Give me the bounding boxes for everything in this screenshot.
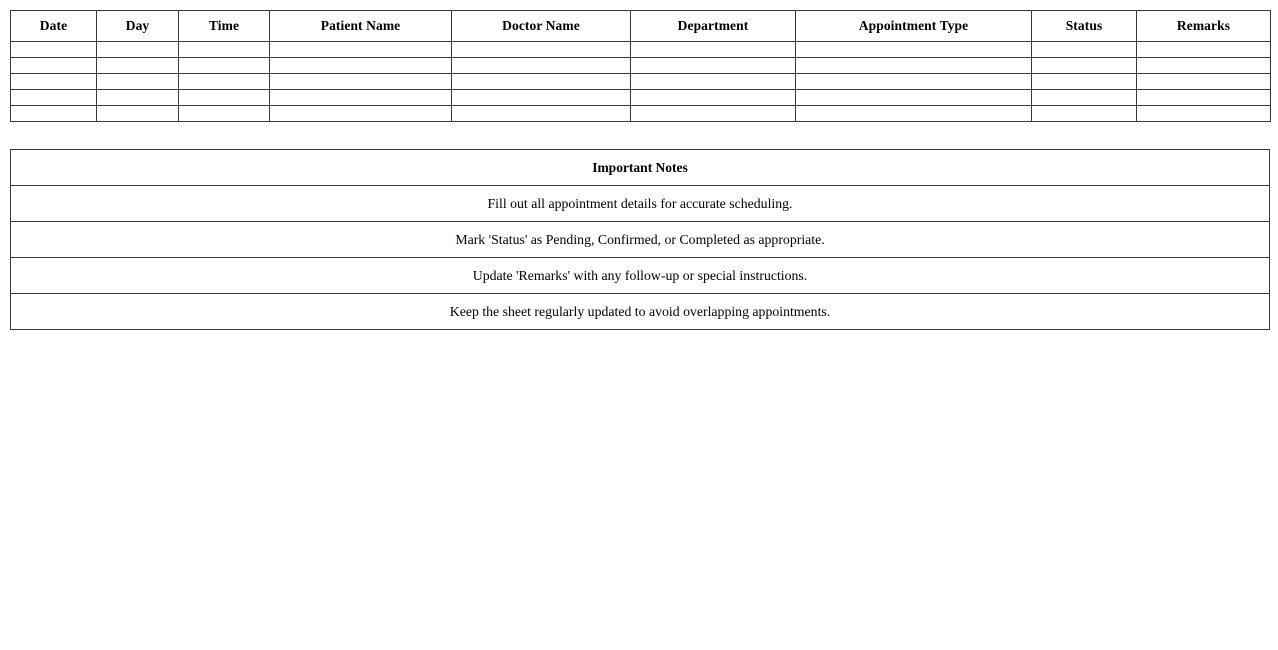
- table-cell[interactable]: [796, 74, 1032, 90]
- table-cell[interactable]: [452, 90, 631, 106]
- column-header-status: Status: [1032, 11, 1137, 42]
- table-cell[interactable]: [97, 106, 179, 122]
- table-cell[interactable]: [796, 58, 1032, 74]
- column-header-remarks: Remarks: [1137, 11, 1271, 42]
- table-cell[interactable]: [97, 58, 179, 74]
- table-cell[interactable]: [631, 58, 796, 74]
- table-cell[interactable]: [179, 42, 270, 58]
- important-notes-section: [10, 149, 1270, 330]
- table-cell[interactable]: [11, 74, 97, 90]
- table-cell[interactable]: [1137, 90, 1271, 106]
- table-cell[interactable]: [11, 58, 97, 74]
- table-cell[interactable]: [1137, 42, 1271, 58]
- table-cell[interactable]: [270, 74, 452, 90]
- table-row: [11, 58, 1271, 74]
- note-text: Keep the sheet regularly updated to avoid overlapping appointments.: [11, 294, 1270, 330]
- table-cell[interactable]: [796, 42, 1032, 58]
- table-row: [11, 90, 1271, 106]
- column-header-department: Department: [631, 11, 796, 42]
- note-text: Update 'Remarks' with any follow-up or special instructions.: [11, 258, 1270, 294]
- column-header-day: Day: [97, 11, 179, 42]
- table-cell[interactable]: [796, 106, 1032, 122]
- list-item: [11, 186, 1270, 222]
- table-cell[interactable]: [1032, 90, 1137, 106]
- table-cell[interactable]: [270, 42, 452, 58]
- notes-table-body: [11, 186, 1270, 330]
- table-row: [11, 106, 1271, 122]
- table-cell[interactable]: [97, 42, 179, 58]
- table-cell[interactable]: [179, 106, 270, 122]
- table-cell[interactable]: [270, 58, 452, 74]
- table-cell[interactable]: [452, 58, 631, 74]
- table-cell[interactable]: [631, 90, 796, 106]
- table-cell[interactable]: [1032, 74, 1137, 90]
- column-header-appointment-type: Appointment Type: [796, 11, 1032, 42]
- table-cell[interactable]: [1137, 58, 1271, 74]
- table-cell[interactable]: [179, 74, 270, 90]
- table-cell[interactable]: [97, 90, 179, 106]
- table-cell[interactable]: [1137, 74, 1271, 90]
- table-cell[interactable]: [452, 106, 631, 122]
- note-text: Fill out all appointment details for accurate scheduling.: [11, 186, 1270, 222]
- table-row: [11, 74, 1271, 90]
- table-cell[interactable]: [179, 58, 270, 74]
- list-item: [11, 258, 1270, 294]
- table-cell[interactable]: [452, 42, 631, 58]
- table-cell[interactable]: [796, 90, 1032, 106]
- column-header-patient-name: Patient Name: [270, 11, 452, 42]
- table-row: [11, 42, 1271, 58]
- table-cell[interactable]: [1032, 42, 1137, 58]
- column-header-date: Date: [11, 11, 97, 42]
- table-cell[interactable]: [11, 42, 97, 58]
- appointment-schedule-table: [10, 10, 1271, 122]
- table-cell[interactable]: [452, 74, 631, 90]
- schedule-table-body: [11, 42, 1271, 122]
- schedule-header-row: [11, 11, 1271, 42]
- table-cell[interactable]: [179, 90, 270, 106]
- important-notes-table: [10, 149, 1270, 330]
- table-cell[interactable]: [1032, 58, 1137, 74]
- table-cell[interactable]: [11, 106, 97, 122]
- notes-table-head: [11, 150, 1270, 186]
- appointment-schedule-section: [10, 10, 1270, 122]
- column-header-time: Time: [179, 11, 270, 42]
- table-cell[interactable]: [631, 42, 796, 58]
- list-item: [11, 222, 1270, 258]
- table-cell[interactable]: [270, 106, 452, 122]
- table-cell[interactable]: [1032, 106, 1137, 122]
- notes-header-row: [11, 150, 1270, 186]
- table-cell[interactable]: [631, 106, 796, 122]
- column-header-doctor-name: Doctor Name: [452, 11, 631, 42]
- table-cell[interactable]: [631, 74, 796, 90]
- table-cell[interactable]: [97, 74, 179, 90]
- note-text: Mark 'Status' as Pending, Confirmed, or Completed as appropriate.: [11, 222, 1270, 258]
- table-cell[interactable]: [11, 90, 97, 106]
- schedule-table-head: [11, 11, 1271, 42]
- list-item: [11, 294, 1270, 330]
- table-cell[interactable]: [1137, 106, 1271, 122]
- table-cell[interactable]: [270, 90, 452, 106]
- notes-title: Important Notes: [11, 150, 1270, 186]
